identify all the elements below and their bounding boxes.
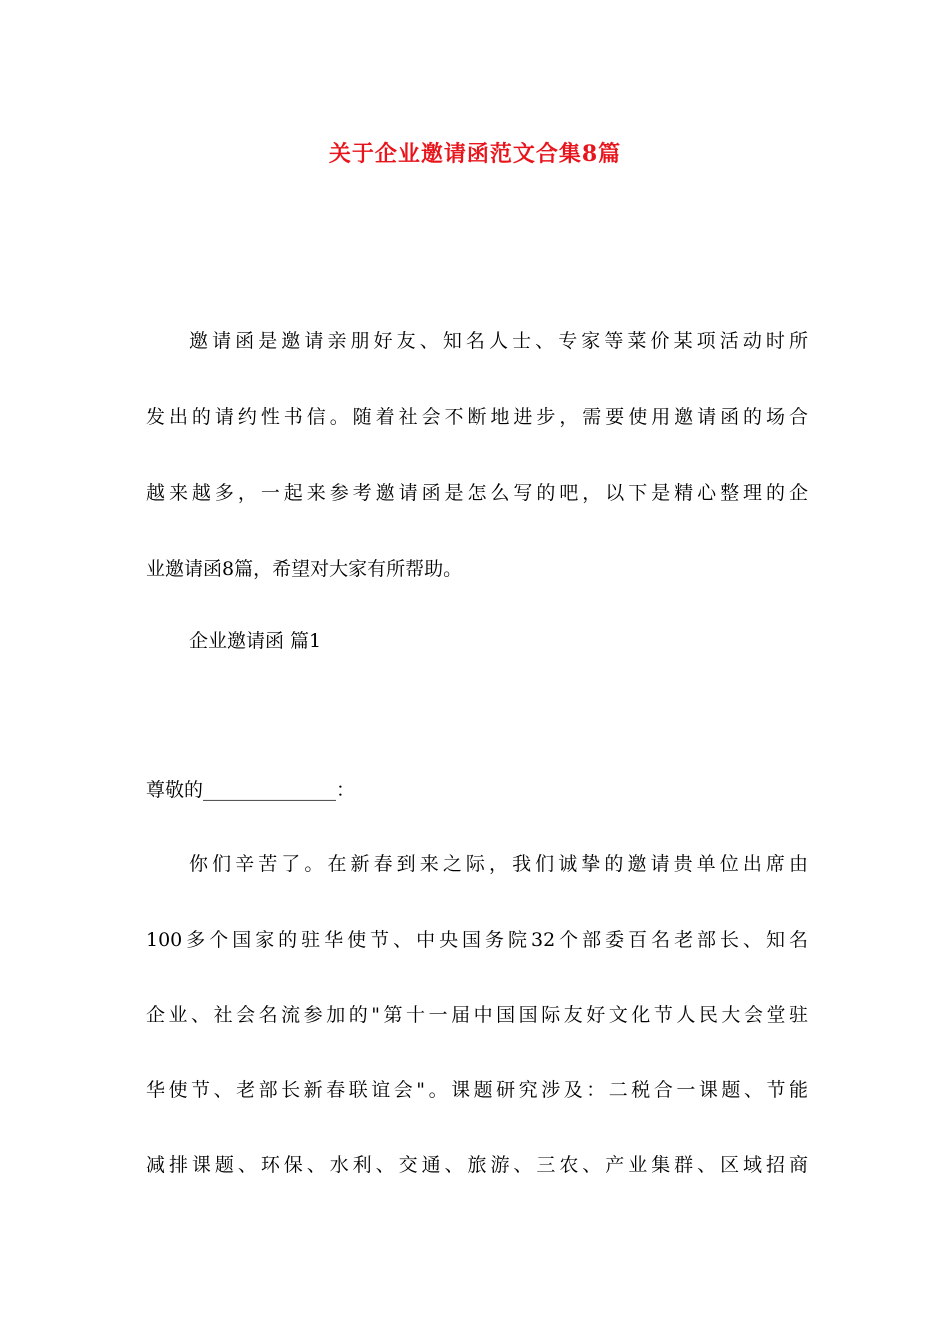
salutation-line: 尊敬的______________： [146,779,356,801]
paragraph-line: 业邀请函8篇，希望对大家有所帮助。 [146,558,463,580]
paragraph-line: 邀请函是邀请亲朋好友、知名人士、专家等菜价某项活动时所 [189,330,808,352]
paragraph-line: 华使节、老部长新春联谊会"。课题研究涉及：二税合一课题、节能 [146,1079,808,1101]
paragraph-line: 你们辛苦了。在新春到来之际，我们诚挚的邀请贵单位出席由 [189,853,808,875]
paragraph-line: 100多个国家的驻华使节、中央国务院32个部委百名老部长、知名 [146,929,808,951]
paragraph-line: 发出的请约性书信。随着社会不断地进步，需要使用邀请函的场合 [146,406,808,428]
paragraph-line: 越来越多，一起来参考邀请函是怎么写的吧，以下是精心整理的企 [146,482,808,504]
paragraph-line: 减排课题、环保、水利、交通、旅游、三农、产业集群、区域招商 [146,1154,808,1176]
paragraph-line: 企业、社会名流参加的"第十一届中国国际友好文化节人民大会堂驻 [146,1004,808,1026]
document-title: 关于企业邀请函范文合集8篇 [328,141,622,167]
section-heading: 企业邀请函 篇1 [189,630,322,652]
